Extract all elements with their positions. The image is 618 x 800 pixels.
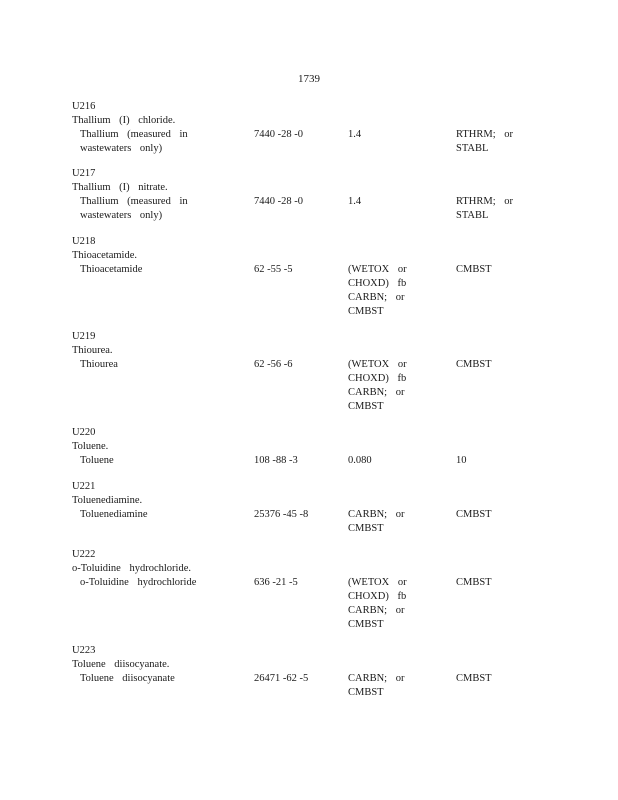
cas-number: 26471 -62 -5 — [254, 673, 309, 684]
cas-number: 636 -21 -5 — [254, 577, 298, 588]
constituent-name: o-Toluidine hydrochloride — [80, 577, 197, 588]
waste-code: U216 — [72, 101, 96, 112]
constituent-name: Toluene — [80, 455, 114, 466]
cas-number: 7440 -28 -0 — [254, 196, 303, 207]
cas-number: 62 -55 -5 — [254, 264, 293, 275]
waste-title: Thiourea. — [72, 345, 113, 356]
waste-entry — [72, 480, 552, 534]
nonwastewater-standard: RTHRM; or STABL — [456, 129, 513, 154]
constituent-name: Thioacetamide — [80, 264, 143, 275]
wastewater-standard: 1.4 — [348, 129, 362, 140]
cas-number: 108 -88 -3 — [254, 455, 298, 466]
wastewater-standard: (WETOX or CHOXD) fb CARBN; or CMBST — [348, 359, 407, 412]
waste-title: Thioacetamide. — [72, 250, 138, 261]
constituent-name: Toluenediamine — [80, 509, 148, 520]
wastewater-standard: CARBN; or CMBST — [348, 673, 405, 698]
cas-number: 62 -56 -6 — [254, 359, 293, 370]
waste-code: U220 — [72, 427, 96, 438]
waste-title: Toluene diisocyanate. — [72, 659, 170, 670]
nonwastewater-standard: CMBST — [456, 509, 492, 520]
waste-title: Toluene. — [72, 441, 109, 452]
waste-code: U218 — [72, 236, 96, 247]
waste-entry — [72, 100, 552, 154]
constituent-name: Thiourea — [80, 359, 118, 370]
wastewater-standard: (WETOX or CHOXD) fb CARBN; or CMBST — [348, 264, 407, 317]
constituent-name: Toluene diisocyanate — [80, 673, 175, 684]
nonwastewater-standard: CMBST — [456, 577, 492, 588]
waste-title: o-Toluidine hydrochloride. — [72, 563, 191, 574]
constituent-name: Thallium (measured in wastewaters only) — [80, 129, 188, 154]
waste-entry — [72, 330, 552, 412]
wastewater-standard: CARBN; or CMBST — [348, 509, 405, 534]
page-number: 1739 — [298, 73, 320, 85]
waste-code: U219 — [72, 331, 96, 342]
wastewater-standard: (WETOX or CHOXD) fb CARBN; or CMBST — [348, 577, 407, 630]
cas-number: 25376 -45 -8 — [254, 509, 309, 520]
waste-entry — [72, 548, 552, 630]
waste-code: U221 — [72, 481, 96, 492]
nonwastewater-standard: CMBST — [456, 673, 492, 684]
waste-entry — [72, 426, 552, 468]
waste-code: U217 — [72, 168, 96, 179]
constituent-name: Thallium (measured in wastewaters only) — [80, 196, 188, 221]
waste-title: Thallium (I) nitrate. — [72, 182, 168, 193]
waste-entry — [72, 167, 552, 221]
waste-code: U223 — [72, 645, 96, 656]
waste-title: Thallium (I) chloride. — [72, 115, 176, 126]
waste-title: Toluenediamine. — [72, 495, 143, 506]
nonwastewater-standard: 10 — [456, 455, 467, 466]
waste-entry — [72, 644, 552, 698]
nonwastewater-standard: CMBST — [456, 359, 492, 370]
wastewater-standard: 1.4 — [348, 196, 362, 207]
nonwastewater-standard: CMBST — [456, 264, 492, 275]
waste-code: U222 — [72, 549, 96, 560]
waste-entry — [72, 235, 552, 317]
nonwastewater-standard: RTHRM; or STABL — [456, 196, 513, 221]
cas-number: 7440 -28 -0 — [254, 129, 303, 140]
wastewater-standard: 0.080 — [348, 455, 372, 466]
